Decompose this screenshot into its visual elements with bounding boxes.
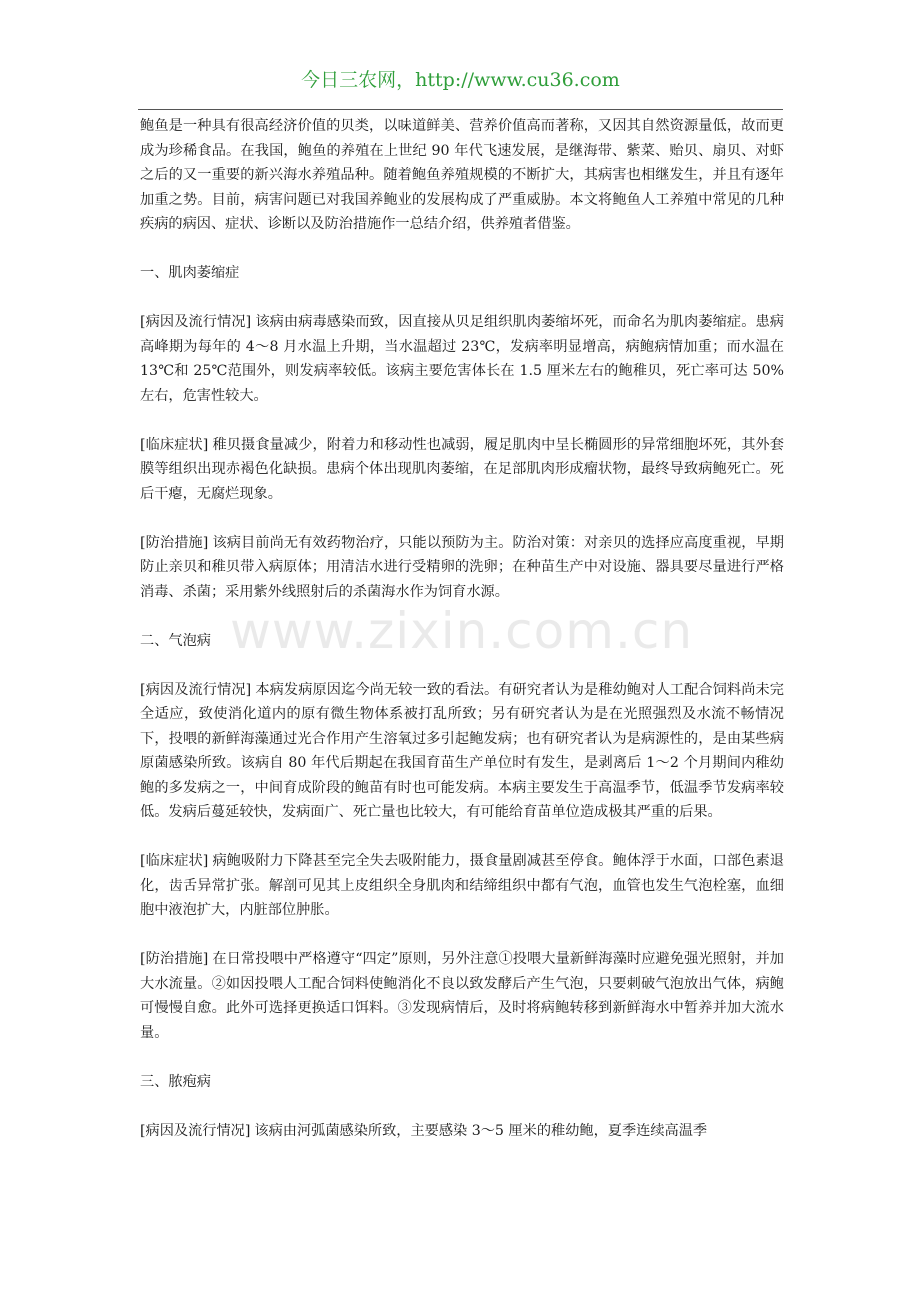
paragraph-tag: [病因及流行情况] (140, 681, 252, 698)
paragraph-tag: [临床症状] (140, 853, 209, 869)
watermark: www.zixin.com.cn (230, 602, 694, 660)
paragraph-text: 病鲍吸附力下降甚至完全失去吸附能力，摄食量剧减甚至停食。鲍体浮于水面，口部色素退化，齿舌异常扩张。解剖可见其上皮组织全身肌肉和结缔组织中都有气泡，血管也发生气泡栓塞，血细胞中液泡扩大，内脏部位肿胀。 (140, 853, 784, 918)
article-body (140, 114, 784, 1168)
paragraph (140, 678, 784, 825)
header-divider (138, 109, 783, 110)
paragraph (140, 310, 784, 408)
paragraph (140, 947, 784, 1045)
paragraph-tag: [防治措施] (140, 534, 209, 551)
paragraph (140, 1119, 784, 1144)
paragraph-text: 该病由病毒感染而致，因直接从贝足组织肌肉萎缩坏死，而命名为肌肉萎缩症。患病高峰期为每年的 4～8 月水温上升期，当水温超过 23℃，发病率明显增高，病鲍病情加重；而水温在 13℃和 25℃范围外，则发病率较低。该病主要危害体长在 1.5 厘米左右的鲍稚贝，死亡率可达 50%左右，危害性较大。 (140, 314, 784, 404)
paragraph (140, 433, 784, 507)
paragraph-text: 在日常投喂中严格遵守“四定”原则，另外注意①投喂大量新鲜海藻时应避免强光照射，并加大水流量。②如因投喂人工配合饲料使鲍消化不良以致发酵后产生气泡，只要刺破气泡放出气体，病鲍可慢慢自愈。此外可选择更换适口饵料。③发现病情后，及时将病鲍转移到新鲜海水中暂养并加大流水量。 (140, 951, 784, 1041)
section-heading: 一、肌肉萎缩症 (140, 265, 240, 281)
paragraph-tag: [病因及流行情况] (140, 1122, 251, 1139)
paragraph-text: 该病目前尚无有效药物治疗，只能以预防为主。防治对策：对亲贝的选择应高度重视，早期防止亲贝和稚贝带入病原体；用清洁水进行受精卵的洗卵；在种苗生产中对设施、器具要尽量进行严格消毒、杀菌；采用紫外线照射后的杀菌海水作为饲育水源。 (140, 534, 784, 600)
paragraph-text: 稚贝摄食量减少，附着力和移动性也减弱，履足肌肉中呈长椭圆形的异常细胞坏死，其外套膜等组织出现赤褐色化缺损。患病个体出现肌肉萎缩，在足部肌肉形成瘤状物，最终导致病鲍死亡。死后干瘪，无腐烂现象。 (140, 436, 784, 502)
section-heading: 二、气泡病 (140, 632, 211, 649)
site-header: 今日三农网，http://www.cu36.com (301, 69, 620, 91)
paragraph-tag: [病因及流行情况] (140, 314, 252, 330)
paragraph (140, 849, 784, 923)
paragraph-tag: [防治措施] (140, 951, 209, 967)
paragraph-tag: [临床症状] (140, 436, 209, 453)
section-heading: 三、脓疱病 (140, 1073, 211, 1090)
intro-paragraph: 鲍鱼是一种具有很高经济价值的贝类，以味道鲜美、营养价值高而著称，又因其自然资源量低，故而更成为珍稀食品。在我国，鲍鱼的养殖在上世纪 90 年代飞速发展，是继海带、紫菜、贻贝、扇贝、对虾之后的又一重要的新兴海水养殖品种。随着鲍鱼养殖规模的不断扩大，其病害也相继发生，并且有逐年加重之势。目前，病害问题已对我国养鲍业的发展构成了严重威胁。本文将鲍鱼人工养殖中常见的几种疾病的病因、症状、诊断以及防治措施作一总结介绍，供养殖者借鉴。 (140, 118, 784, 232)
paragraph-text: 该病由河弧菌感染所致，主要感染 3～5 厘米的稚幼鲍，夏季连续高温季 (254, 1122, 708, 1139)
paragraph-text: 本病发病原因迄今尚无较一致的看法。有研究者认为是稚幼鲍对人工配合饲料尚未完全适应，致使消化道内的原有微生物体系被打乱所致；另有研究者认为是在光照强烈及水流不畅情况下，投喂的新鲜海藻通过光合作用产生溶氧过多引起鲍发病；也有研究者认为是病源性的，是由某些病原菌感染所致。该病自 80 年代后期起在我国育苗生产单位时有发生，是剥离后 1～2 个月期间内稚幼鲍的多发病之一，中间育成阶段的鲍苗有时也可能发病。本病主要发生于高温季节，低温季节发病率较低。发病后蔓延较快，发病面广、死亡量也比较大，有可能给育苗单位造成极其严重的后果。 (140, 681, 784, 820)
paragraph (140, 531, 784, 605)
